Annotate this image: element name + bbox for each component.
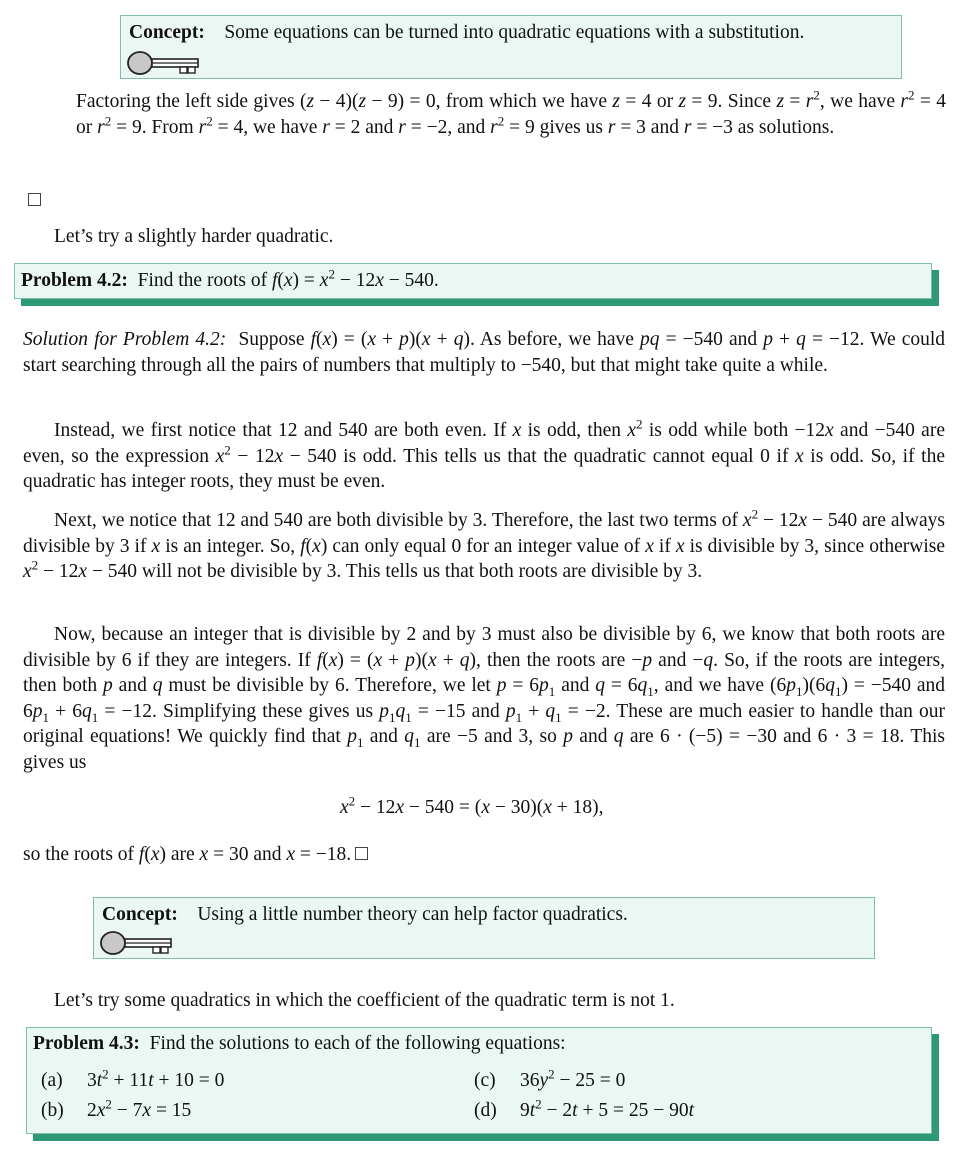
solution-conclusion: so the roots of f(x) are x = 30 and x = −18. <box>23 842 368 868</box>
problem-box-4-3 <box>26 1027 932 1134</box>
concept-text: Some equations can be turned into quadratic equations with a substitution. <box>224 22 805 43</box>
paragraph-factoring: Factoring the left side gives (z − 4)(z − 9) = 0, from which we have z = 4 or z = 9. Since $z = r^2$, we have $r^2 = 4$ or $r^2 = 9$. From $r^2 = 4$, we have r = 2 and r = −2, and $r^2 = 9$ gives us r = 3 and r = −3 as solutions. <box>76 87 946 138</box>
problem-heading <box>21 268 439 294</box>
display-equation: $x^2 - 12x - 540 = (x - 30)(x + 18)$, <box>340 793 604 818</box>
concept-heading <box>129 20 804 46</box>
problem-heading <box>33 1031 566 1057</box>
concept-text: Using a little number theory can help factor quadratics. <box>197 904 628 925</box>
intro-coefficient: Let’s try some quadratics in which the coefficient of the quadratic term is not 1. <box>54 990 675 1011</box>
solution-paragraph-4: Now, because an integer that is divisible by 2 and by 3 must also be divisible by 6, we know that both roots are divisible by 6 if they are integers. If f(x) = (x + p)(x + q), then the roots are −p and −q. So, if the roots are integers, then both p and q must be divisible by 6. Therefore, we let $p = 6p_1$ and $q = 6q_1$, and we have $(6p_1)(6q_1) = -540$ and $6p_1 + 6q_1 = -12$. Simplifying these gives us $p_1q_1 = -15$ and $p_1 + q_1 = -2$. These are much easier to handle than our original equations! We quickly find that $p_1$ and $q_1$ are −5 and 3, so p and q are 6 · (−5) = −30 and 6 · 3 = 18. This gives us <box>23 624 946 773</box>
problem-label: Problem 4.3: <box>33 1033 140 1054</box>
problem-box-4-2 <box>14 263 932 299</box>
problem-label: Problem 4.2: <box>21 270 128 291</box>
end-of-solution-marker <box>355 847 368 860</box>
solution-paragraph-2: Instead, we first notice that 12 and 540 are both even. If x is odd, then $x^2$ is odd while both −12x and −540 are even, so the expression $x^2 - 12x - 540$ is odd. This tells us that the quadratic cannot equal 0 if x is odd. So, if the quadratic has integer roots, they must be even. <box>23 416 945 492</box>
concept-label: Concept: <box>102 904 178 925</box>
concept-label: Concept: <box>129 22 205 43</box>
problem-part-c: (c) $36y^2 - 25 = 0$ <box>474 1066 626 1091</box>
concept-box-substitution <box>120 15 902 79</box>
problem-part-b: (b) $2x^2 - 7x = 15$ <box>41 1096 192 1121</box>
problem-text: Find the solutions to each of the following equations: <box>149 1033 566 1054</box>
solution-paragraph-3: Next, we notice that 12 and 540 are both divisible by 3. Therefore, the last two terms of $x^2 - 12x - 540$ are always divisible by 3 if x is an integer. So, f(x) can only equal 0 for an integer value of x if x is divisible by 3, since otherwise $x^2 - 12x - 540$ will not be divisible by 3. This tells us that both roots are divisible by 3. <box>23 506 946 582</box>
key-icon <box>127 50 203 76</box>
problem-text: Find the roots of $f(x) = x^2 - 12x - 540$. <box>137 266 439 291</box>
end-of-solution-marker <box>28 193 41 206</box>
problem-part-a: (a) $3t^2 + 11t + 10 = 0$ <box>41 1066 225 1091</box>
intro-harder-quadratic: Let’s try a slightly harder quadratic. <box>54 226 334 247</box>
concept-box-number-theory <box>93 897 875 959</box>
concept-heading <box>102 902 628 928</box>
solution-paragraph-1: Solution for Problem 4.2: Suppose f(x) = (x + p)(x + q). As before, we have pq = −540 and p + q = −12. We could start searching through all the pairs of numbers that multiply to −540, but that might take quite a while. <box>23 329 946 376</box>
key-icon <box>100 930 176 956</box>
solution-label: Solution for Problem 4.2: <box>23 329 227 350</box>
problem-part-d: (d) $9t^2 - 2t + 5 = 25 - 90t$ <box>474 1096 695 1121</box>
